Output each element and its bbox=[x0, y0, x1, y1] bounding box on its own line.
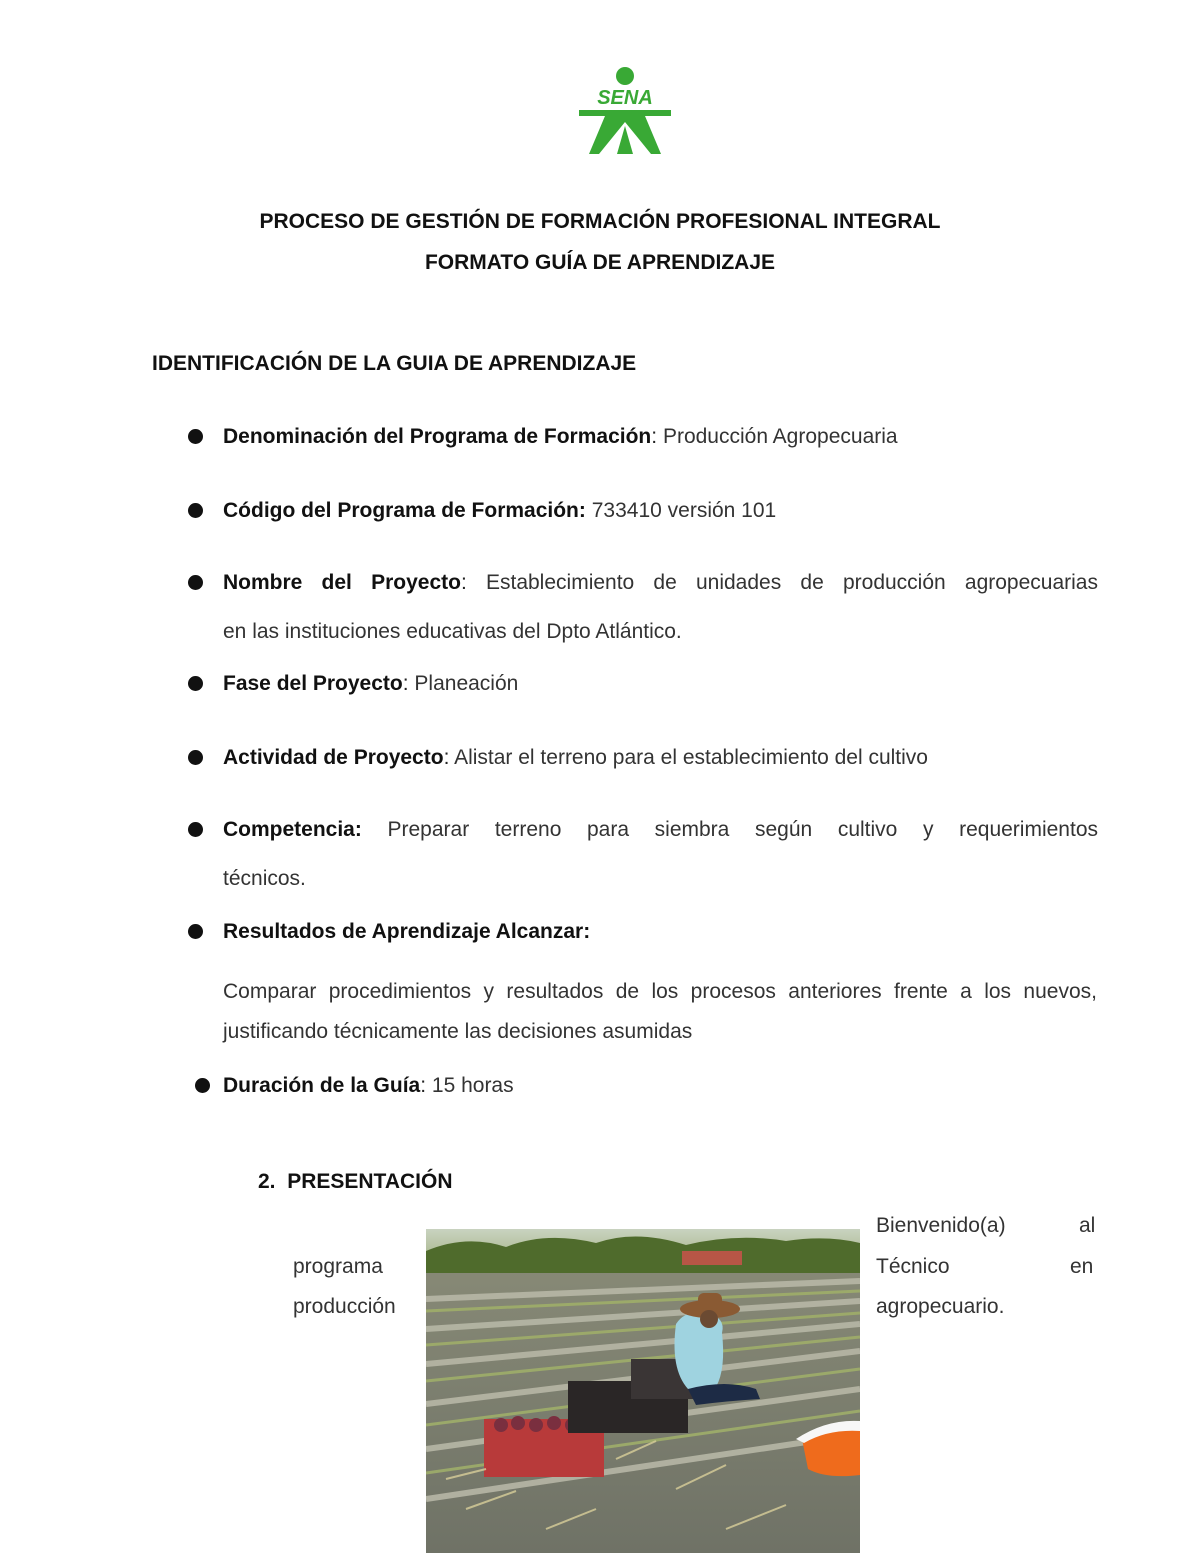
welcome-word-4: en bbox=[1070, 1255, 1094, 1278]
learning-results-paragraph: Comparar procedimientos y resultados de los procesos anteriores frente a los nuevos, justificando técnicamente las decisiones asumidas bbox=[223, 980, 1097, 1043]
bullet-icon bbox=[188, 676, 203, 691]
bullet-icon bbox=[188, 429, 203, 444]
bullet-icon bbox=[188, 575, 203, 590]
field-work-photo bbox=[426, 1229, 860, 1553]
welcome-right-line-3: agropecuario. bbox=[876, 1295, 1005, 1318]
document-title: PROCESO DE GESTIÓN DE FORMACIÓN PROFESIONAL INTEGRAL bbox=[259, 210, 941, 233]
sena-logo bbox=[575, 66, 675, 158]
section-number: 2. bbox=[258, 1170, 276, 1193]
welcome-word-1: Bienvenido(a) bbox=[876, 1214, 1006, 1237]
bullet-icon bbox=[195, 1078, 210, 1093]
identification-heading: IDENTIFICACIÓN DE LA GUIA DE APRENDIZAJE bbox=[152, 352, 637, 375]
welcome-word-3: Técnico bbox=[876, 1255, 950, 1278]
section-title: PRESENTACIÓN bbox=[287, 1170, 453, 1193]
welcome-word-2: al bbox=[1079, 1214, 1096, 1237]
bullet-icon bbox=[188, 750, 203, 765]
logo-text: SENA bbox=[597, 87, 653, 109]
welcome-left-line-3: producción bbox=[293, 1295, 396, 1318]
bullet-icon bbox=[188, 822, 203, 837]
document-subtitle: FORMATO GUÍA DE APRENDIZAJE bbox=[424, 251, 776, 274]
welcome-left-line-2: programa bbox=[293, 1255, 383, 1278]
bullet-icon bbox=[188, 503, 203, 518]
presentation-heading bbox=[258, 1170, 452, 1194]
bullet-icon bbox=[188, 924, 203, 939]
